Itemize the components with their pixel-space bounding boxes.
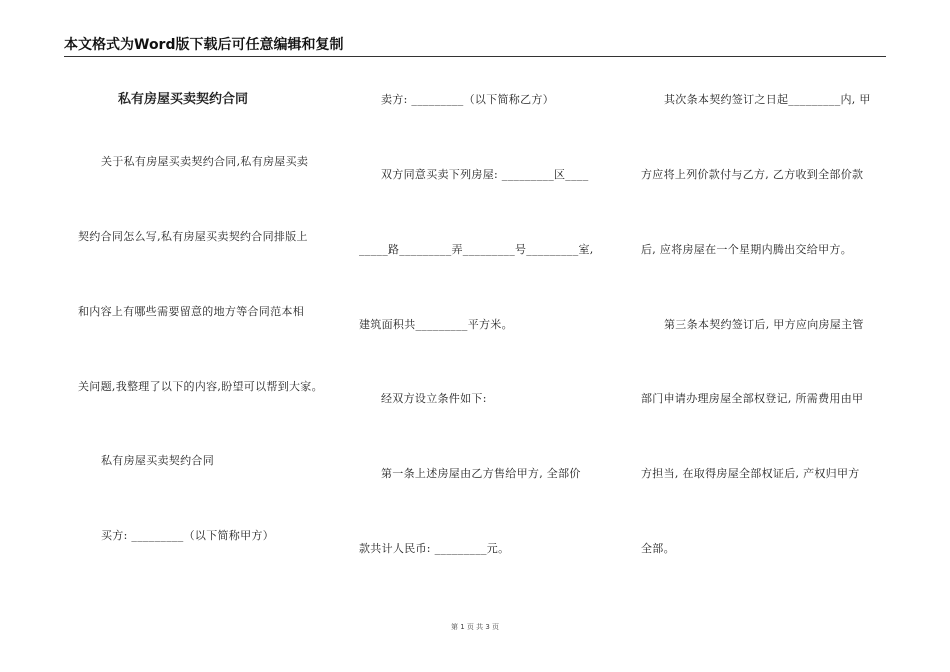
paragraph-line: 第一条上述房屋由乙方售给甲方, 全部价 [381,467,581,480]
paragraph-line: 方应将上列价款付与乙方, 乙方收到全部价款 [641,168,864,181]
paragraph-line: 全部。 [641,542,675,555]
paragraph-line: 买方: _________（以下简称甲方） [101,529,275,542]
paragraph-line: 方担当, 在取得房屋全部权证后, 产权归甲方 [641,467,860,480]
paragraph-line: 和内容上有哪些需要留意的地方等合同范本相 [78,305,304,318]
paragraph-line: 双方同意买卖下列房屋: _________区____ [381,168,589,181]
paragraph-line: 经双方设立条件如下: [381,392,487,405]
paragraph-line: 私有房屋买卖契约合同 [101,454,214,467]
paragraph-line: _____路_________弄_________号_________室, [359,243,594,256]
paragraph-line: 关问题,我整理了以下的内容,盼望可以帮到大家。 [78,380,323,393]
paragraph-line: 建筑面积共_________平方米。 [359,318,513,331]
paragraph-line: 卖方: _________（以下简称乙方） [381,93,555,106]
paragraph-line: 第三条本契约签订后, 甲方应向房屋主管 [664,318,864,331]
paragraph-line: 款共计人民币: _________元。 [359,542,510,555]
paragraph-line: 关于私有房屋买卖契约合同,私有房屋买卖 [101,155,309,168]
document-title: 私有房屋买卖契约合同 [118,92,249,107]
paragraph-line: 后, 应将房屋在一个星期内腾出交给甲方。 [641,243,852,256]
paragraph-line: 其次条本契约签订之日起_________内, 甲 [664,93,871,106]
page-number: 第 1 页 共 3 页 [450,623,500,631]
paragraph-line: 部门申请办理房屋全部权登记, 所需费用由甲 [641,392,864,405]
paragraph-line: 契约合同怎么写,私有房屋买卖契约合同排版上 [78,230,308,243]
document-header: 本文格式为Word版下载后可任意编辑和复制 [64,36,886,57]
